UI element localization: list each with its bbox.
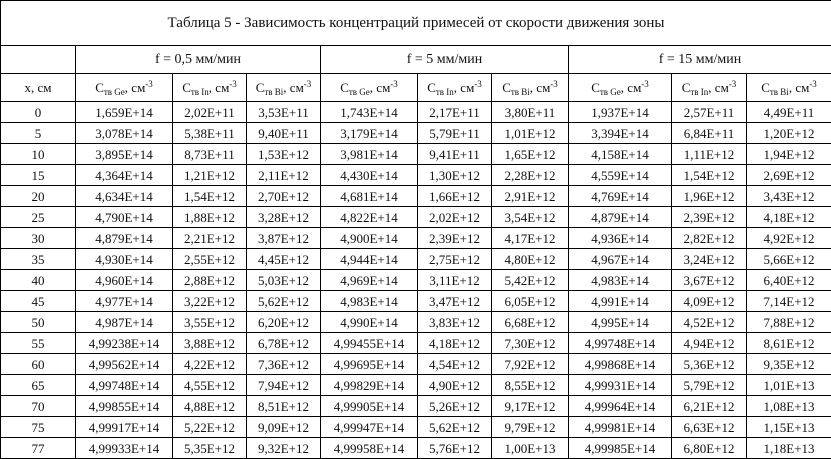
concentration-value-cell: 2,75E+12 [418, 249, 492, 270]
concentration-value-cell: 5,76E+12 [418, 438, 492, 459]
concentration-value-cell: 1,54E+12 [173, 186, 247, 207]
concentration-value-cell: 4,991E+14 [569, 291, 672, 312]
concentration-value-cell: 4,879E+14 [569, 207, 672, 228]
unit-label: , см [283, 80, 304, 95]
concentration-value-cell: 4,967E+14 [569, 249, 672, 270]
concentration-value-cell: 4,634E+14 [76, 186, 173, 207]
concentration-value-cell: 3,394E+14 [569, 123, 672, 144]
concentration-value-cell: 4,983E+14 [569, 270, 672, 291]
concentration-value-cell: 1,743E+14 [321, 102, 418, 123]
concentration-value-cell: 4,944E+14 [321, 249, 418, 270]
concentration-value-cell: 4,49E+11 [747, 102, 831, 123]
concentration-value-cell: 2,39E+12 [672, 207, 747, 228]
x-value-cell: 70 [1, 396, 76, 417]
concentration-value-cell: 4,99829E+14 [321, 375, 418, 396]
concentration-value-cell: 1,00E+13 [492, 438, 569, 459]
concentration-value-cell: 7,36E+12 [247, 354, 321, 375]
concentration-value-cell: 1,01E+13 [747, 375, 831, 396]
symbol-c: C [502, 80, 511, 95]
concentration-value-cell: 1,65E+12 [492, 144, 569, 165]
concentration-value-cell: 4,99238E+14 [76, 333, 173, 354]
concentration-value-cell: 4,99905E+14 [321, 396, 418, 417]
concentration-value-cell: 3,87E+12 [247, 228, 321, 249]
x-value-cell: 77 [1, 438, 76, 459]
concentration-value-cell: 9,17E+12 [492, 396, 569, 417]
x-value-cell: 20 [1, 186, 76, 207]
concentration-value-cell: 5,42E+12 [492, 270, 569, 291]
concentration-value-cell: 4,99933E+14 [76, 438, 173, 459]
concentration-value-cell: 3,179E+14 [321, 123, 418, 144]
concentration-value-cell: 5,62E+12 [247, 291, 321, 312]
concentration-value-cell: 4,99917E+14 [76, 417, 173, 438]
concentration-value-cell: 9,32E+12 [247, 438, 321, 459]
concentration-value-cell: 1,94E+12 [747, 144, 831, 165]
concentration-value-cell: 3,981E+14 [321, 144, 418, 165]
concentration-value-cell: 4,55E+12 [173, 375, 247, 396]
concentration-value-cell: 2,70E+12 [247, 186, 321, 207]
concentration-value-cell: 4,88E+12 [173, 396, 247, 417]
x-value-cell: 0 [1, 102, 76, 123]
concentration-value-cell: 4,430E+14 [321, 165, 418, 186]
concentration-value-cell: 3,895E+14 [76, 144, 173, 165]
table-row [1, 396, 831, 417]
unit-label: , см [370, 80, 391, 95]
concentration-value-cell: 4,977E+14 [76, 291, 173, 312]
concentration-value-cell: 9,40E+11 [247, 123, 321, 144]
concentration-value-cell: 5,36E+12 [672, 354, 747, 375]
concentration-value-cell: 6,78E+12 [247, 333, 321, 354]
speed-group-header: f = 15 мм/мин [569, 46, 831, 74]
concentration-value-cell: 2,21E+12 [173, 228, 247, 249]
concentration-value-cell: 1,15E+13 [747, 417, 831, 438]
concentration-value-cell: 4,17E+12 [492, 228, 569, 249]
concentration-value-cell: 2,02E+11 [173, 102, 247, 123]
concentration-value-cell: 4,158E+14 [569, 144, 672, 165]
unit-exponent: -3 [390, 79, 398, 89]
concentration-value-cell: 4,99695E+14 [321, 354, 418, 375]
unit-label: , см [530, 80, 551, 95]
unit-label: , см [454, 80, 475, 95]
subscript-label: тв In [191, 87, 209, 97]
concentration-value-cell: 4,99748E+14 [76, 375, 173, 396]
unit-label: , см [209, 80, 230, 95]
concentration-value-cell: 4,09E+12 [672, 291, 747, 312]
symbol-c: C [427, 80, 436, 95]
x-value-cell: 30 [1, 228, 76, 249]
concentration-value-cell: 6,05E+12 [492, 291, 569, 312]
table-row [1, 417, 831, 438]
subscript-label: тв In [690, 87, 708, 97]
symbol-c: C [591, 80, 600, 95]
subscript-label: тв Ge [600, 87, 621, 97]
concentration-value-cell: 1,30E+12 [418, 165, 492, 186]
concentration-value-cell: 4,990E+14 [321, 312, 418, 333]
concentration-value-cell: 4,54E+12 [418, 354, 492, 375]
concentration-value-cell: 3,078E+14 [76, 123, 173, 144]
x-value-cell: 50 [1, 312, 76, 333]
concentration-value-cell: 2,88E+12 [173, 270, 247, 291]
x-value-cell: 55 [1, 333, 76, 354]
unit-exponent: -3 [550, 79, 558, 89]
concentration-value-cell: 4,987E+14 [76, 312, 173, 333]
concentration-value-cell: 3,28E+12 [247, 207, 321, 228]
unit-exponent: -3 [304, 79, 312, 89]
concentration-value-cell: 4,790E+14 [76, 207, 173, 228]
concentration-value-cell: 6,80E+12 [672, 438, 747, 459]
table-row [1, 186, 831, 207]
concentration-value-cell: 3,88E+12 [173, 333, 247, 354]
symbol-c: C [682, 80, 691, 95]
concentration-value-cell: 4,99748E+14 [569, 333, 672, 354]
concentration-value-cell: 1,01E+12 [492, 123, 569, 144]
concentration-value-cell: 6,20E+12 [247, 312, 321, 333]
concentration-value-cell: 9,41E+11 [418, 144, 492, 165]
concentration-value-cell: 9,09E+12 [247, 417, 321, 438]
concentration-value-cell: 5,22E+12 [173, 417, 247, 438]
concentration-value-cell: 6,40E+12 [747, 270, 831, 291]
x-value-cell: 60 [1, 354, 76, 375]
concentration-value-cell: 4,879E+14 [76, 228, 173, 249]
concentration-value-cell: 4,18E+12 [418, 333, 492, 354]
concentration-value-cell: 3,11E+12 [418, 270, 492, 291]
concentration-value-cell: 5,26E+12 [418, 396, 492, 417]
concentration-value-cell: 3,53E+11 [247, 102, 321, 123]
concentration-value-cell: 6,84E+11 [672, 123, 747, 144]
subscript-label: тв Bi [264, 87, 283, 97]
concentration-value-cell: 4,99931E+14 [569, 375, 672, 396]
concentration-value-cell: 7,30E+12 [492, 333, 569, 354]
concentration-value-cell: 4,681E+14 [321, 186, 418, 207]
concentration-value-cell: 4,822E+14 [321, 207, 418, 228]
concentration-value-cell: 2,91E+12 [492, 186, 569, 207]
x-value-cell: 65 [1, 375, 76, 396]
concentration-value-cell: 2,39E+12 [418, 228, 492, 249]
table-row [1, 291, 831, 312]
concentration-value-cell: 4,22E+12 [173, 354, 247, 375]
concentration-value-cell: 4,364E+14 [76, 165, 173, 186]
concentration-column-header [173, 74, 247, 102]
table-row [1, 144, 831, 165]
concentration-value-cell: 8,55E+12 [492, 375, 569, 396]
x-value-cell: 35 [1, 249, 76, 270]
concentration-value-cell: 2,55E+12 [173, 249, 247, 270]
concentration-value-cell: 3,22E+12 [173, 291, 247, 312]
x-value-cell: 45 [1, 291, 76, 312]
concentration-value-cell: 1,66E+12 [418, 186, 492, 207]
concentration-value-cell: 7,88E+12 [747, 312, 831, 333]
unit-exponent: -3 [729, 79, 737, 89]
concentration-value-cell: 1,11E+12 [672, 144, 747, 165]
concentration-value-cell: 4,936E+14 [569, 228, 672, 249]
symbol-c: C [256, 80, 265, 95]
concentration-value-cell: 3,67E+12 [672, 270, 747, 291]
concentration-value-cell: 6,21E+12 [672, 396, 747, 417]
unit-label: , см [789, 80, 810, 95]
empty-corner-cell [1, 46, 76, 74]
concentration-value-cell: 7,94E+12 [247, 375, 321, 396]
concentration-value-cell: 1,88E+12 [173, 207, 247, 228]
symbol-c: C [182, 80, 191, 95]
x-value-cell: 25 [1, 207, 76, 228]
table-row [1, 228, 831, 249]
concentration-value-cell: 4,99985E+14 [569, 438, 672, 459]
concentration-value-cell: 5,79E+12 [672, 375, 747, 396]
table-row [1, 312, 831, 333]
x-value-cell: 75 [1, 417, 76, 438]
concentration-value-cell: 4,99868E+14 [569, 354, 672, 375]
concentration-column-header [76, 74, 173, 102]
concentration-value-cell: 3,55E+12 [173, 312, 247, 333]
concentration-value-cell: 4,99455E+14 [321, 333, 418, 354]
concentration-value-cell: 4,900E+14 [321, 228, 418, 249]
concentration-value-cell: 4,80E+12 [492, 249, 569, 270]
concentration-value-cell: 9,35E+12 [747, 354, 831, 375]
concentration-value-cell: 4,92E+12 [747, 228, 831, 249]
unit-exponent: -3 [145, 79, 153, 89]
concentration-value-cell: 7,14E+12 [747, 291, 831, 312]
concentration-value-cell: 4,559E+14 [569, 165, 672, 186]
concentration-value-cell: 4,90E+12 [418, 375, 492, 396]
unit-label: , см [708, 80, 729, 95]
concentration-value-cell: 4,99964E+14 [569, 396, 672, 417]
symbol-c: C [95, 80, 104, 95]
symbol-c: C [761, 80, 770, 95]
concentration-value-cell: 4,99855E+14 [76, 396, 173, 417]
concentration-value-cell: 4,99562E+14 [76, 354, 173, 375]
concentration-value-cell: 3,54E+12 [492, 207, 569, 228]
concentration-value-cell: 6,68E+12 [492, 312, 569, 333]
concentration-value-cell: 2,57E+11 [672, 102, 747, 123]
concentration-value-cell: 5,38E+11 [173, 123, 247, 144]
table-row [1, 270, 831, 291]
concentration-value-cell: 4,969E+14 [321, 270, 418, 291]
concentration-value-cell: 4,99947E+14 [321, 417, 418, 438]
concentration-value-cell: 3,83E+12 [418, 312, 492, 333]
speed-group-header: f = 5 мм/мин [321, 46, 569, 74]
subscript-label: тв Bi [511, 87, 530, 97]
concentration-value-cell: 2,82E+12 [672, 228, 747, 249]
subscript-label: тв Ge [349, 87, 370, 97]
concentration-value-cell: 4,18E+12 [747, 207, 831, 228]
x-value-cell: 15 [1, 165, 76, 186]
concentration-value-cell: 5,79E+11 [418, 123, 492, 144]
concentration-value-cell: 1,937E+14 [569, 102, 672, 123]
concentration-value-cell: 3,80E+11 [492, 102, 569, 123]
concentration-value-cell: 7,92E+12 [492, 354, 569, 375]
x-value-cell: 5 [1, 123, 76, 144]
unit-label: , см [125, 80, 146, 95]
concentration-column-header [418, 74, 492, 102]
x-column-header: x, см [1, 74, 76, 102]
concentration-value-cell: 1,53E+12 [247, 144, 321, 165]
concentration-value-cell: 5,62E+12 [418, 417, 492, 438]
concentration-value-cell: 4,930E+14 [76, 249, 173, 270]
concentration-value-cell: 2,28E+12 [492, 165, 569, 186]
concentration-value-cell: 4,94E+12 [672, 333, 747, 354]
concentration-value-cell: 9,79E+12 [492, 417, 569, 438]
subscript-label: тв Ge [104, 87, 125, 97]
concentration-value-cell: 4,52E+12 [672, 312, 747, 333]
x-value-cell: 40 [1, 270, 76, 291]
concentration-value-cell: 2,17E+11 [418, 102, 492, 123]
concentration-value-cell: 4,983E+14 [321, 291, 418, 312]
concentration-value-cell: 3,47E+12 [418, 291, 492, 312]
concentration-value-cell: 1,54E+12 [672, 165, 747, 186]
concentration-value-cell: 5,66E+12 [747, 249, 831, 270]
concentration-value-cell: 5,03E+12 [247, 270, 321, 291]
concentration-value-cell: 4,769E+14 [569, 186, 672, 207]
table-row [1, 165, 831, 186]
concentration-value-cell: 4,99958E+14 [321, 438, 418, 459]
symbol-c: C [340, 80, 349, 95]
concentration-value-cell: 1,21E+12 [173, 165, 247, 186]
concentration-column-header [672, 74, 747, 102]
concentration-value-cell: 8,51E+12 [247, 396, 321, 417]
concentration-value-cell: 4,960E+14 [76, 270, 173, 291]
concentration-value-cell: 4,45E+12 [247, 249, 321, 270]
concentration-value-cell: 3,43E+12 [747, 186, 831, 207]
speed-group-header: f = 0,5 мм/мин [76, 46, 321, 74]
concentration-value-cell: 2,11E+12 [247, 165, 321, 186]
concentration-column-header [569, 74, 672, 102]
x-value-cell: 10 [1, 144, 76, 165]
concentration-value-cell: 8,61E+12 [747, 333, 831, 354]
unit-exponent: -3 [641, 79, 649, 89]
table-row [1, 333, 831, 354]
table-row [1, 123, 831, 144]
concentration-value-cell: 1,08E+13 [747, 396, 831, 417]
table-row [1, 207, 831, 228]
unit-exponent: -3 [229, 79, 237, 89]
concentration-value-cell: 2,02E+12 [418, 207, 492, 228]
concentration-column-header [747, 74, 831, 102]
concentration-value-cell: 1,20E+12 [747, 123, 831, 144]
table-title: Таблица 5 - Зависимость концентраций примесей от скорости движения зоны [1, 1, 831, 46]
table-row [1, 354, 831, 375]
concentration-value-cell: 5,35E+12 [173, 438, 247, 459]
unit-label: , см [621, 80, 642, 95]
concentration-value-cell: 4,995E+14 [569, 312, 672, 333]
concentration-value-cell: 1,96E+12 [672, 186, 747, 207]
table-row [1, 102, 831, 123]
concentration-value-cell: 6,63E+12 [672, 417, 747, 438]
table-row [1, 375, 831, 396]
concentration-value-cell: 1,659E+14 [76, 102, 173, 123]
concentration-value-cell: 1,18E+13 [747, 438, 831, 459]
table-row [1, 438, 831, 459]
subscript-label: тв In [436, 87, 454, 97]
concentration-value-cell: 2,69E+12 [747, 165, 831, 186]
table-row [1, 249, 831, 270]
concentration-column-header [321, 74, 418, 102]
concentration-column-header [247, 74, 321, 102]
concentration-column-header [492, 74, 569, 102]
unit-exponent: -3 [474, 79, 482, 89]
subscript-label: тв Bi [770, 87, 789, 97]
concentration-value-cell: 4,99981E+14 [569, 417, 672, 438]
concentration-value-cell: 8,73E+11 [173, 144, 247, 165]
unit-exponent: -3 [809, 79, 817, 89]
concentration-value-cell: 3,24E+12 [672, 249, 747, 270]
